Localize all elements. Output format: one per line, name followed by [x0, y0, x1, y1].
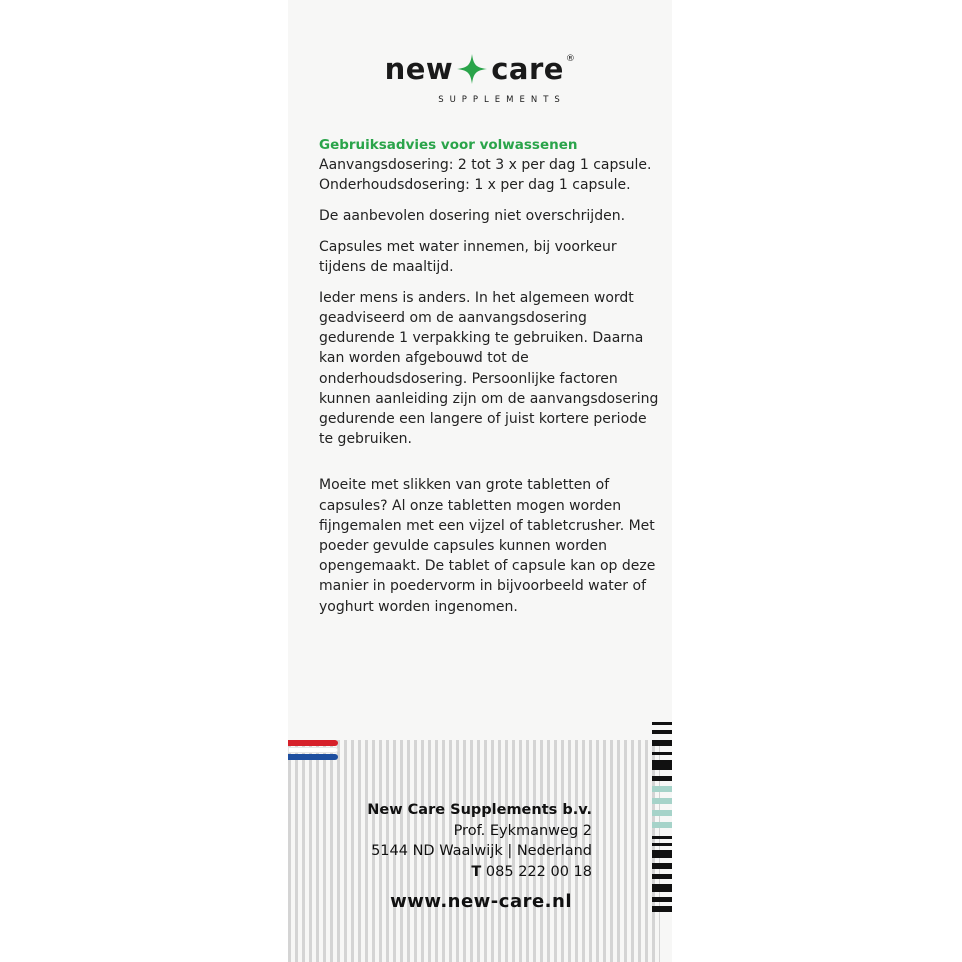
usage-intake: Capsules met water innemen, bij voorkeur tijdens de maaltijd. [319, 238, 617, 276]
usage-heading: Gebruiksadvies voor volwassenen [319, 137, 578, 153]
usage-text-block [319, 135, 659, 627]
usage-line-start-dose: Aanvangsdosering: 2 tot 3 x per dag 1 capsule. [319, 157, 652, 174]
website-link[interactable]: www.new-care.nl [390, 891, 572, 912]
brand-logo [288, 52, 672, 86]
phone-prefix: T [471, 863, 482, 880]
usage-line-maintenance-dose: Onderhoudsdosering: 1 x per dag 1 capsule. [319, 177, 631, 194]
product-label [288, 0, 672, 962]
registered-mark: ® [565, 54, 576, 64]
usage-swallowing: Moeite met slikken van grote tabletten of capsules? Al onze tabletten mogen worden fijngemalen met een vijzel of tabletcrusher. Met poeder gevulde capsules kunnen worden opengemaakt. De tablet of capsule kan op deze manier in poedervorm in bijvoorbeeld water of yoghurt worden ingenomen. [319, 477, 656, 615]
company-name: New Care Supplements b.v. [367, 802, 592, 818]
address-city: 5144 ND Waalwijk | Nederland [371, 843, 592, 859]
address-phone [367, 862, 592, 883]
phone-number: 085 222 00 18 [485, 863, 592, 880]
brand-name-right: care [491, 52, 564, 86]
company-address [367, 800, 592, 882]
brand-name-left: new [384, 52, 454, 86]
dutch-flag-icon [288, 740, 338, 762]
address-street: Prof. Eykmanweg 2 [453, 822, 592, 839]
brand-tagline: SUPPLEMENTS [438, 95, 566, 105]
color-calibration-bar [652, 722, 672, 912]
usage-individual: Ieder mens is anders. In het algemeen wordt geadviseerd om de aanvangsdosering gedurende 1 verpakking te gebruiken. Daarna kan worden afgebouwd tot de onderhoudsdosering. Persoonlijke factoren kunnen aanleiding zijn om de aanvangsdosering gedurende een langere of juist kortere periode te gebruiken. [319, 289, 659, 448]
sparkle-star-icon [457, 54, 487, 84]
usage-warning: De aanbevolen dosering niet overschrijden. [319, 208, 626, 225]
usage-section [319, 135, 659, 196]
